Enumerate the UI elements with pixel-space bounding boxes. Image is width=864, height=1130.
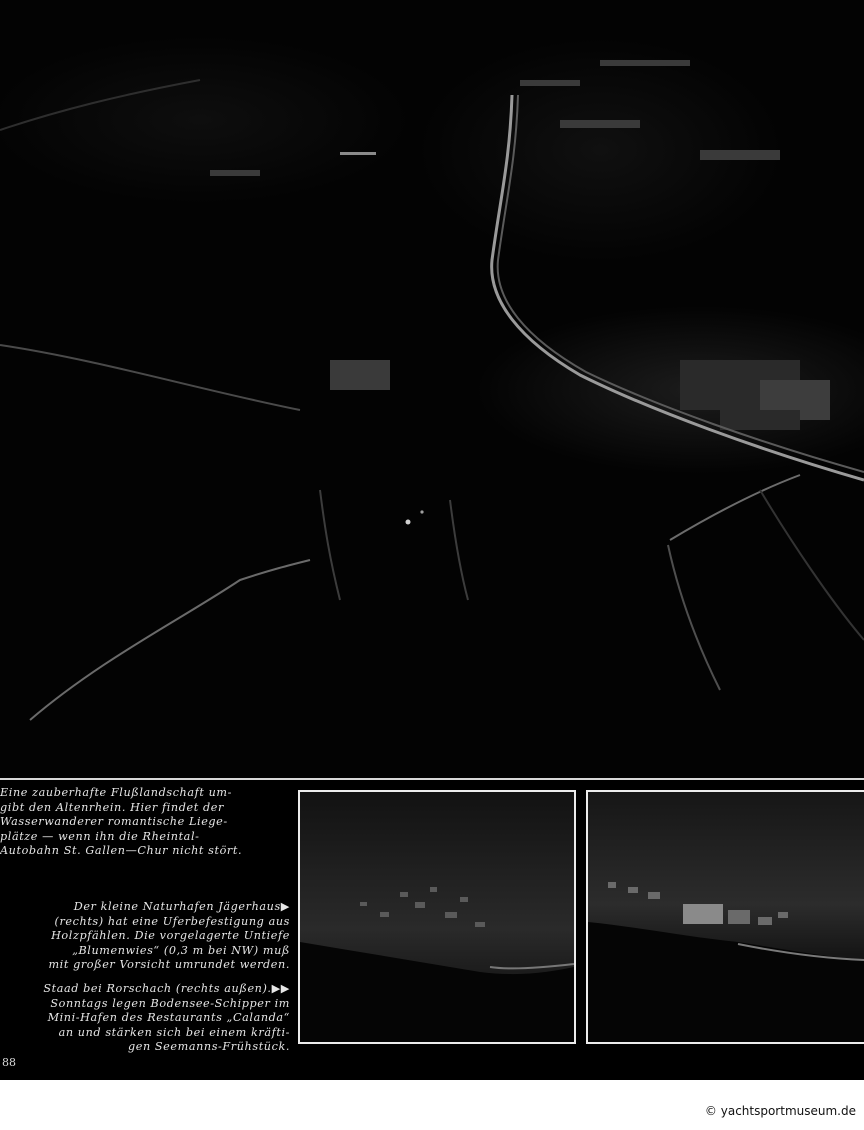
photo-jaegerhaus bbox=[298, 790, 576, 1044]
photo-jaegerhaus-drawing bbox=[300, 792, 574, 1042]
photo-separator bbox=[0, 778, 864, 780]
photo-staad-drawing bbox=[588, 792, 864, 1042]
photo-staad bbox=[586, 790, 864, 1044]
watermark: © yachtsportmuseum.de bbox=[704, 1104, 856, 1118]
caption-main-photo: Eine zauberhafte Flußlandschaft um- gibt den Altenrhein. Hier findet der Wasserwanderer romantische Liege- plätze — wenn ihn die Rheintal- Autobahn St. Gallen—Chur nicht stört. bbox=[0, 786, 243, 858]
caption-staad: Staad bei Rorschach (rechts außen).▶▶ Sonntags legen Bodensee-Schipper im Mini-Hafen des Restaurants „Calanda“ an und stärken sich bei einem kräfti- gen Seemanns-Frühstück. bbox=[43, 982, 290, 1054]
page-number: 88 bbox=[2, 1056, 16, 1069]
caption-jaegerhaus: Der kleine Naturhafen Jägerhaus▶ (rechts) hat eine Uferbefestigung aus Holzpfählen. Die vorgelagerte Untiefe „Blumenwies“ (0,3 m bei NW) muß mit großer Vorsicht umrundet werden. bbox=[48, 900, 290, 972]
